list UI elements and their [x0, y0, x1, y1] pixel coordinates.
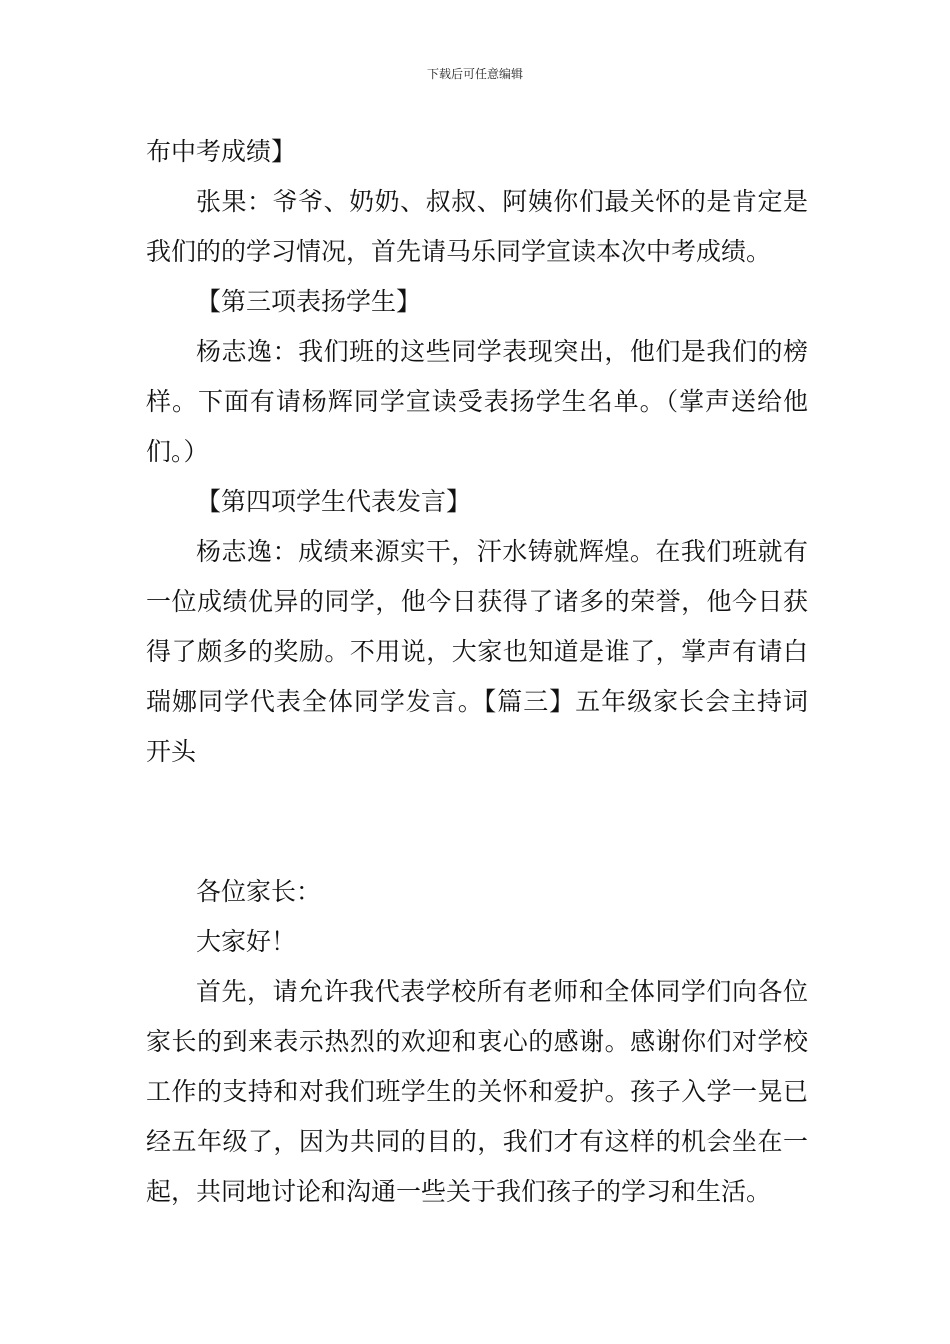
greeting: 大家好！: [196, 927, 297, 956]
paragraph-welcome-thanks: 首先，请允许我代表学校所有老师和全体同学们向各位家长的到来表示热烈的欢迎和衷心的感谢。感谢你们对学校工作的支持和对我们班学生的关怀和爱护。孩子入学一晃已经五年级了，因为共同的目的，我们才有这样的机会坐在一起，共同地讨论和沟通一些关于我们孩子的学习和生活。: [146, 977, 808, 1206]
blank-gap: [146, 827, 808, 867]
section-heading-item-four: 【第四项学生代表发言】: [196, 487, 472, 516]
document-body: [146, 127, 808, 1217]
paragraph-yangzhiyi-praise: 杨志逸：我们班的这些同学表现突出，他们是我们的榜样。下面有请杨辉同学宣读受表扬学生名单。（掌声送给他们。）: [146, 337, 808, 466]
paragraph-continuation: 布中考成绩】: [146, 137, 297, 166]
paragraph-yangzhiyi-representative: 杨志逸：成绩来源实干，汗水铸就辉煌。在我们班就有一位成绩优异的同学，他今日获得了诸多的荣誉，他今日获得了颇多的奖励。不用说，大家也知道是谁了，掌声有请白瑞娜同学代表全体同学发言。【篇三】五年级家长会主持词开头: [146, 537, 808, 766]
salutation-parents: 各位家长：: [196, 877, 322, 906]
paragraph-zhangguo-speech: 张果：爷爷、奶奶、叔叔、阿姨你们最关怀的是肯定是我们的的学习情况，首先请马乐同学宣读本次中考成绩。: [146, 187, 808, 266]
page-header-note: 下载后可任意编辑: [426, 67, 523, 81]
blank-line: [146, 777, 808, 827]
section-heading-item-three: 【第三项表扬学生】: [196, 287, 422, 316]
